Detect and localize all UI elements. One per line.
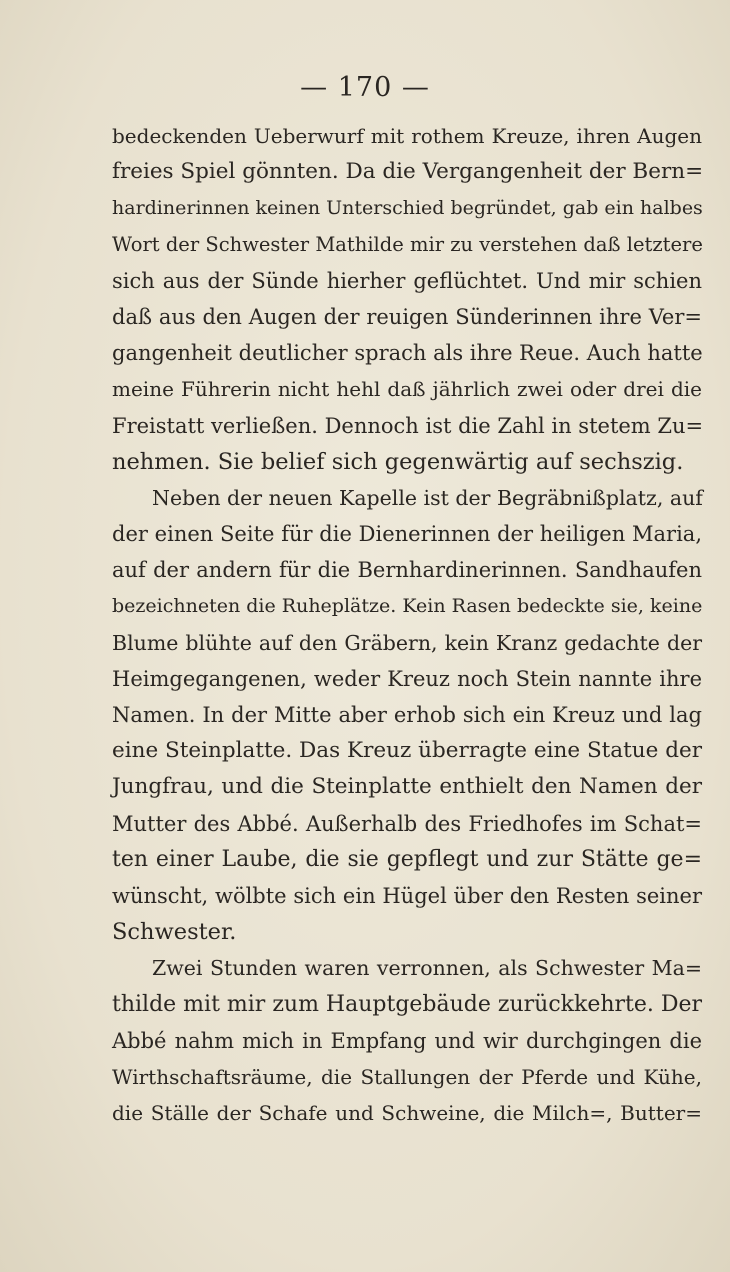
paragraph (112, 950, 702, 1131)
text-line: die Ställe der Schafe und Schweine, die Milch=, Butter= (112, 1101, 702, 1126)
text-line: Jungfrau, und die Steinplatte enthielt den Namen der (112, 774, 702, 800)
text-line: gangenheit deutlicher sprach als ihre Reue. Auch hatte (112, 341, 703, 366)
paragraph (112, 118, 702, 480)
text-line: bedeckenden Ueberwurf mit rothem Kreuze, ihren Augen (112, 124, 702, 148)
paragraph (112, 480, 702, 950)
text-line: Mutter des Abbé. Außerhalb des Friedhofes im Schat= (112, 811, 702, 836)
text-line: auf der andern für die Bernhardinerinnen. Sandhaufen (112, 558, 702, 583)
text-line: meine Führerin nicht hehl daß jährlich zwei oder drei die (112, 377, 702, 402)
text-line: Wirthschaftsräume, die Stallungen der Pferde und Kühe, (112, 1064, 702, 1089)
text-line: der einen Seite für die Dienerinnen der heiligen Maria, (112, 522, 702, 547)
text-line: wünscht, wölbte sich ein Hügel über den Resten seiner (112, 883, 702, 908)
text-line: hardinerinnen keinen Unterschied begründet, gab ein halbes (112, 197, 703, 220)
text-line: Zwei Stunden waren verronnen, als Schwester Ma= (152, 956, 702, 981)
text-line: Heimgegangenen, weder Kreuz noch Stein nannte ihre (112, 666, 702, 691)
text-line: eine Steinplatte. Das Kreuz überragte eine Statue der (112, 738, 702, 764)
text-line: Blume blühte auf den Gräbern, kein Kranz gedachte der (112, 630, 702, 655)
text-line: ten einer Laube, die sie gepflegt und zur Stätte ge= (112, 846, 702, 872)
text-line: nehmen. Sie belief sich gegenwärtig auf sechszig. (112, 448, 684, 475)
text-line: Wort der Schwester Mathilde mir zu verstehen daß letztere (112, 232, 703, 256)
page-number: — 170 — (300, 72, 430, 103)
text-line: Abbé nahm mich in Empfang und wir durchgingen die (112, 1028, 702, 1053)
text-line: Freistatt verließen. Dennoch ist die Zahl in stetem Zu= (112, 413, 704, 438)
text-line: Neben der neuen Kapelle ist der Begräbnißplatz, auf (152, 485, 703, 510)
text-line: bezeichneten die Ruheplätze. Kein Rasen bedeckte sie, keine (112, 595, 703, 618)
text-line: freies Spiel gönnten. Da die Vergangenheit der Bern= (112, 159, 704, 185)
text-line: thilde mit mir zum Hauptgebäude zurückkehrte. Der (112, 991, 703, 1017)
body-text (112, 118, 702, 1131)
text-line: Schwester. (112, 919, 237, 946)
text-line: Namen. In der Mitte aber erhob sich ein Kreuz und lag (112, 703, 702, 727)
text-line: daß aus den Augen der reuigen Sünderinnen ihre Ver= (112, 304, 702, 329)
text-line: sich aus der Sünde hierher geflüchtet. Und mir schien (112, 268, 702, 293)
